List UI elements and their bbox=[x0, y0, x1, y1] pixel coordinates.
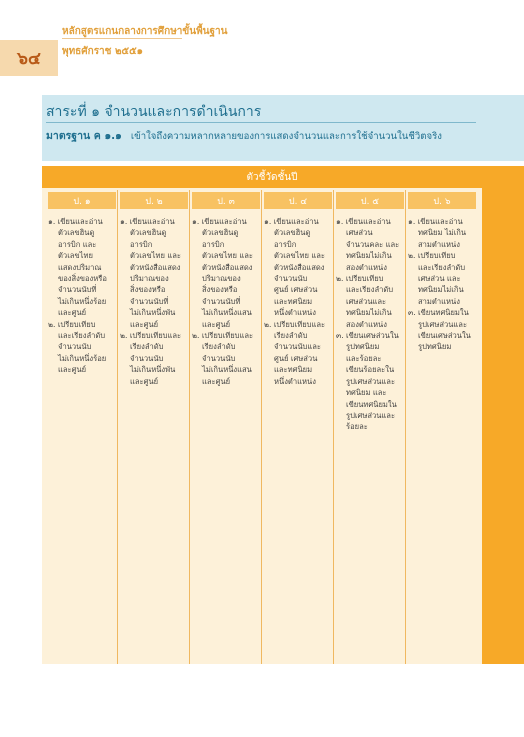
indicator-line: รูปทศนิยม bbox=[418, 342, 452, 352]
indicator-line: จำนวนนับ bbox=[130, 353, 164, 363]
header-subtitle: พุทธศักราช ๒๕๕๑ bbox=[62, 46, 144, 57]
indicator-line: ไม่เกินหนึ่งพัน bbox=[130, 365, 176, 375]
indicator-line: ทศนิยมไม่เกิน bbox=[418, 285, 464, 295]
indicator-line: และศูนย์ bbox=[202, 376, 231, 386]
indicator-column bbox=[408, 216, 478, 664]
indicator-line: ๒. เปรียบเทียบ bbox=[48, 319, 96, 329]
indicator-column bbox=[192, 216, 262, 664]
indicator-line: ๒. เปรียบเทียบและ bbox=[120, 331, 182, 341]
indicator-line: จำนวนนับ bbox=[58, 342, 92, 352]
indicator-line: และศูนย์ bbox=[58, 365, 87, 375]
indicator-line: และร้อยละ bbox=[346, 353, 382, 363]
indicator-line: เศษส่วน และ bbox=[418, 274, 461, 284]
indicator-line: ทศนิยมไม่เกิน bbox=[346, 251, 392, 261]
indicator-line: เศษส่วน bbox=[346, 228, 373, 238]
indicator-line: สามตำแหน่ง bbox=[418, 296, 460, 306]
right-orange-strip bbox=[482, 188, 524, 664]
indicator-line: ๑. เขียนและอ่าน bbox=[120, 217, 175, 226]
grade-header: ป. ๑ bbox=[48, 192, 116, 209]
indicator-line: ไม่เกินหนึ่งพัน bbox=[130, 308, 176, 318]
indicator-line: และเรียงลำดับ bbox=[346, 285, 394, 295]
indicator-line: ตัวหนังสือแสดง bbox=[130, 262, 181, 272]
indicator-line: ตัวหนังสือแสดง bbox=[202, 262, 253, 272]
indicator-line: ไม่เกินหนึ่งร้อย bbox=[58, 296, 107, 306]
grade-header-row bbox=[48, 192, 482, 209]
indicator-line: ๒. เปรียบเทียบ bbox=[408, 251, 456, 261]
indicator-line: ศูนย์ เศษส่วน bbox=[274, 285, 318, 295]
indicator-line: รูปทศนิยม bbox=[346, 342, 380, 352]
indicator-line: อารบิก bbox=[274, 239, 297, 249]
indicator-line: รูปเศษส่วนและ bbox=[346, 410, 396, 420]
grade-header: ป. ๓ bbox=[192, 192, 260, 209]
strand-rule bbox=[46, 122, 476, 123]
indicator-column bbox=[336, 216, 406, 664]
indicator-line: ร้อยละ bbox=[346, 422, 368, 432]
grade-header: ป. ๔ bbox=[264, 192, 332, 209]
strand-title: สาระที่ ๑ จำนวนและการดำเนินการ bbox=[46, 104, 262, 120]
indicator-line: อารบิก และ bbox=[58, 239, 97, 249]
indicator-column bbox=[264, 216, 334, 664]
indicator-line: จำนวนนับและ bbox=[274, 342, 321, 352]
indicator-line: ๓. เขียนเศษส่วนใน bbox=[336, 331, 399, 341]
standard-statement bbox=[46, 127, 516, 144]
indicator-line: ไม่เกินหนึ่งร้อย bbox=[58, 353, 107, 363]
indicator-column bbox=[120, 216, 190, 664]
indicator-line: ตัวหนังสือแสดง bbox=[274, 262, 325, 272]
indicator-line: จำนวนนับที่ bbox=[58, 285, 97, 295]
indicator-line: ๒. เปรียบเทียบและ bbox=[192, 331, 254, 341]
grade-header: ป. ๖ bbox=[408, 192, 476, 209]
page-number: ๖๔ bbox=[0, 40, 58, 76]
indicator-line: ๑. เขียนและอ่าน bbox=[336, 217, 391, 226]
indicator-line: ๑. เขียนและอ่าน bbox=[48, 217, 103, 226]
indicator-line: ตัวเลขไทย และ bbox=[202, 251, 253, 261]
indicator-line: รูปเศษส่วนและ bbox=[418, 319, 468, 329]
indicator-line: ๒. เปรียบเทียบและ bbox=[264, 319, 326, 329]
indicator-line: และศูนย์ bbox=[58, 308, 87, 318]
standard-label: มาตรฐาน ค ๑.๑ bbox=[46, 130, 122, 142]
indicator-line: อารบิก bbox=[202, 239, 225, 249]
indicator-line: รูปเศษส่วนและ bbox=[346, 376, 396, 386]
indicator-line: ๓. เขียนทศนิยมใน bbox=[408, 308, 469, 318]
indicator-line: แสดงปริมาณ bbox=[58, 262, 102, 272]
indicator-line: ๒. เปรียบเทียบ bbox=[336, 274, 384, 284]
indicator-line: และศูนย์ bbox=[202, 319, 231, 329]
indicator-line: เรียงลำดับ bbox=[130, 342, 164, 352]
indicator-column bbox=[48, 216, 118, 664]
indicator-line: ปริมาณของ bbox=[202, 274, 241, 284]
indicator-line: เขียนร้อยละใน bbox=[346, 365, 395, 375]
grade-header: ป. ๒ bbox=[120, 192, 188, 209]
indicator-line: อารบิก bbox=[130, 239, 153, 249]
indicator-line: เขียนเศษส่วนใน bbox=[418, 331, 471, 341]
indicator-line: และศูนย์ bbox=[130, 376, 159, 386]
indicator-line: ตัวเลขไทย และ bbox=[274, 251, 325, 261]
indicator-line: ๑. เขียนและอ่าน bbox=[264, 217, 319, 226]
grade-header: ป. ๕ bbox=[336, 192, 404, 209]
indicator-line: สิ่งของหรือ bbox=[202, 285, 238, 295]
indicator-line: จำนวนนับ bbox=[274, 274, 308, 284]
indicator-line: และศูนย์ bbox=[130, 319, 159, 329]
indicator-line: เขียนทศนิยมใน bbox=[346, 399, 397, 409]
indicator-line: และทศนิยม bbox=[274, 365, 313, 375]
indicator-line: สองตำแหน่ง bbox=[346, 319, 387, 329]
indicator-line: และเรียงลำดับ bbox=[418, 262, 466, 272]
indicator-line: และทศนิยม bbox=[274, 296, 313, 306]
indicator-line: ตัวเลขฮินดู bbox=[274, 228, 311, 238]
indicator-line: ๑. เขียนและอ่าน bbox=[408, 217, 463, 226]
indicator-line: ทศนิยม และ bbox=[346, 388, 387, 398]
indicator-line: ศูนย์ เศษส่วน bbox=[274, 353, 318, 363]
indicator-line: จำนวนคละ และ bbox=[346, 239, 400, 249]
indicator-header: ตัวชี้วัดชั้นปี bbox=[246, 172, 298, 183]
indicator-line: ตัวเลขฮินดู bbox=[58, 228, 95, 238]
indicator-line: สองตำแหน่ง bbox=[346, 262, 387, 272]
indicator-line: ไม่เกินหนึ่งแสน bbox=[202, 365, 252, 375]
indicator-line: เรียงลำดับ bbox=[274, 331, 308, 341]
indicator-line: ๑. เขียนและอ่าน bbox=[192, 217, 247, 226]
indicator-line: จำนวนนับที่ bbox=[202, 296, 241, 306]
indicator-line: ตัวเลขไทย และ bbox=[130, 251, 181, 261]
indicator-line: ไม่เกินหนึ่งแสน bbox=[202, 308, 252, 318]
indicator-line: จำนวนนับ bbox=[202, 353, 236, 363]
indicator-line: เศษส่วนและ bbox=[346, 296, 387, 306]
indicator-line: หนึ่งตำแหน่ง bbox=[274, 376, 316, 386]
indicator-line: เรียงลำดับ bbox=[202, 342, 236, 352]
indicator-line: ของสิ่งของหรือ bbox=[58, 274, 107, 284]
standard-text: เข้าใจถึงความหลากหลายของการแสดงจำนวนและการใช้จำนวนในชีวิตจริง bbox=[130, 131, 442, 142]
indicator-line: ปริมาณของ bbox=[130, 274, 169, 284]
indicator-line: สิ่งของหรือ bbox=[130, 285, 166, 295]
indicator-line: จำนวนนับที่ bbox=[130, 296, 169, 306]
indicator-line: ทศนิยม ไม่เกิน bbox=[418, 228, 467, 238]
indicator-line: และเรียงลำดับ bbox=[58, 331, 106, 341]
indicator-line: ตัวเลขฮินดู bbox=[130, 228, 167, 238]
indicator-line: ทศนิยมไม่เกิน bbox=[346, 308, 392, 318]
indicator-line: ตัวเลขฮินดู bbox=[202, 228, 239, 238]
indicator-line: ตัวเลขไทย bbox=[58, 251, 93, 261]
indicator-line: หนึ่งตำแหน่ง bbox=[274, 308, 316, 318]
indicator-line: สามตำแหน่ง bbox=[418, 239, 460, 249]
header-title: หลักสูตรแกนกลางการศึกษาขั้นพื้นฐาน bbox=[62, 26, 228, 37]
